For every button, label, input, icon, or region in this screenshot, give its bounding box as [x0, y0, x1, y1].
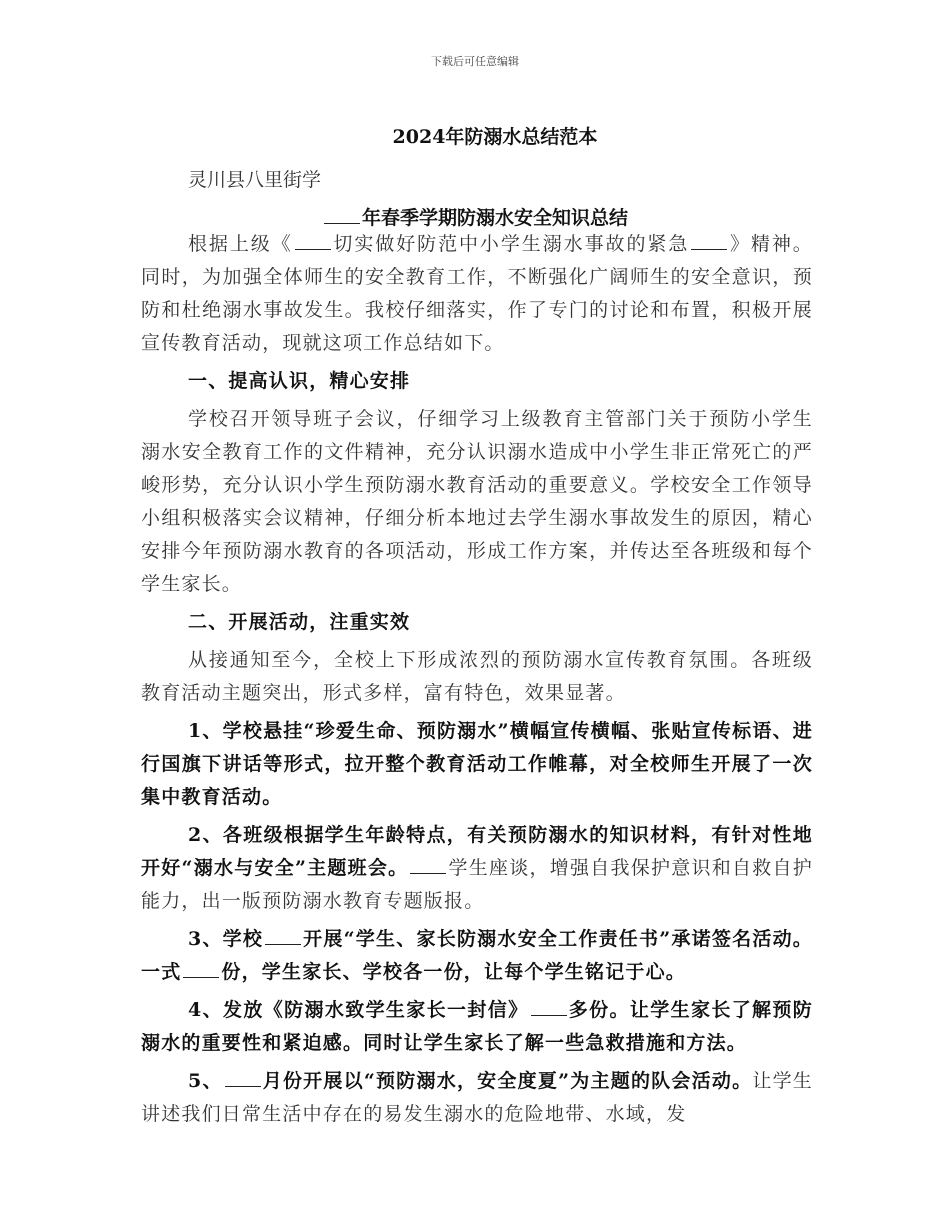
section-heading-2: 二、开展活动，注重实效 — [188, 611, 411, 633]
list-item-2: 2、各班级根据学生年龄特点，有关预防溺水的知识材料，有针对性地开好“溺水与安全”主题班会。 学生座谈，增强自我保护意识和自救自护能力，出一版预防溺水教育专题版报。 — [141, 824, 813, 912]
document-subtitle — [0, 203, 950, 230]
document-body — [141, 228, 813, 1136]
blank-line — [295, 230, 331, 250]
subtitle-text: 年春季学期防溺水安全知识总结 — [361, 207, 628, 229]
list-item-5: 5、 月份开展以“预防溺水，安全度夏”为主题的队会活动。让学生讲述我们日常生活中存在的易发生溺水的危险地带、水域，发 — [141, 1065, 813, 1131]
document-title: 2024年防溺水总结范本 — [392, 126, 598, 148]
list-item-4: 4、发放《防溺水致学生家长一封信》 多份。让学生家长了解预防溺水的重要性和紧迫感。同时让学生家长了解一些急救措施和方法。 — [141, 994, 813, 1060]
header-note: 下载后可任意编辑 — [431, 55, 519, 68]
organization-name: 灵川县八里街学 — [188, 169, 322, 191]
blank-line — [324, 204, 360, 224]
blank-line — [691, 230, 727, 250]
section-paragraph-1: 学校召开领导班子会议，仔细学习上级教育主管部门关于预防小学生溺水安全教育工作的文件精神，充分认识溺水造成中小学生非正常死亡的严峻形势，充分认识小学生预防溺水教育活动的重要意义。学校安全工作领导小组积极落实会议精神，仔细分析本地过去学生溺水事故发生的原因，精心安排今年预防溺水教育的各项活动，形成工作方案，并传达至各班级和每个学生家长。 — [141, 408, 813, 595]
blank-line — [183, 958, 219, 978]
section-heading-1: 一、提高认识，精心安排 — [188, 370, 411, 392]
intro-paragraph: 根据上级《 切实做好防范中小学生溺水事故的紧急 》精神。同时，为加强全体师生的安全教育工作，不断强化广阔师生的安全意识，预防和杜绝溺水事故发生。我校仔细落实，作了专门的讨论和布置，积极开展宣传教育活动，现就这项工作总结如下。 — [141, 228, 813, 360]
blank-line — [410, 854, 446, 874]
blank-line — [531, 996, 567, 1016]
list-item-1: 1、学校悬挂“珍爱生命、预防溺水”横幅宣传横幅、张贴宣传标语、进行国旗下讲话等形式，拉开整个教育活动工作帷幕，对全校师生开展了一次集中教育活动。 — [141, 720, 813, 808]
blank-line — [265, 925, 301, 945]
list-item-3: 3、学校 开展“学生、家长防溺水安全工作责任书”承诺签名活动。一式 份，学生家长、学校各一份，让每个学生铭记于心。 — [141, 923, 813, 989]
blank-line — [225, 1067, 261, 1087]
section-paragraph-2: 从接通知至今，全校上下形成浓烈的预防溺水宣传教育氛围。各班级教育活动主题突出，形式多样，富有特色，效果显著。 — [141, 649, 813, 704]
